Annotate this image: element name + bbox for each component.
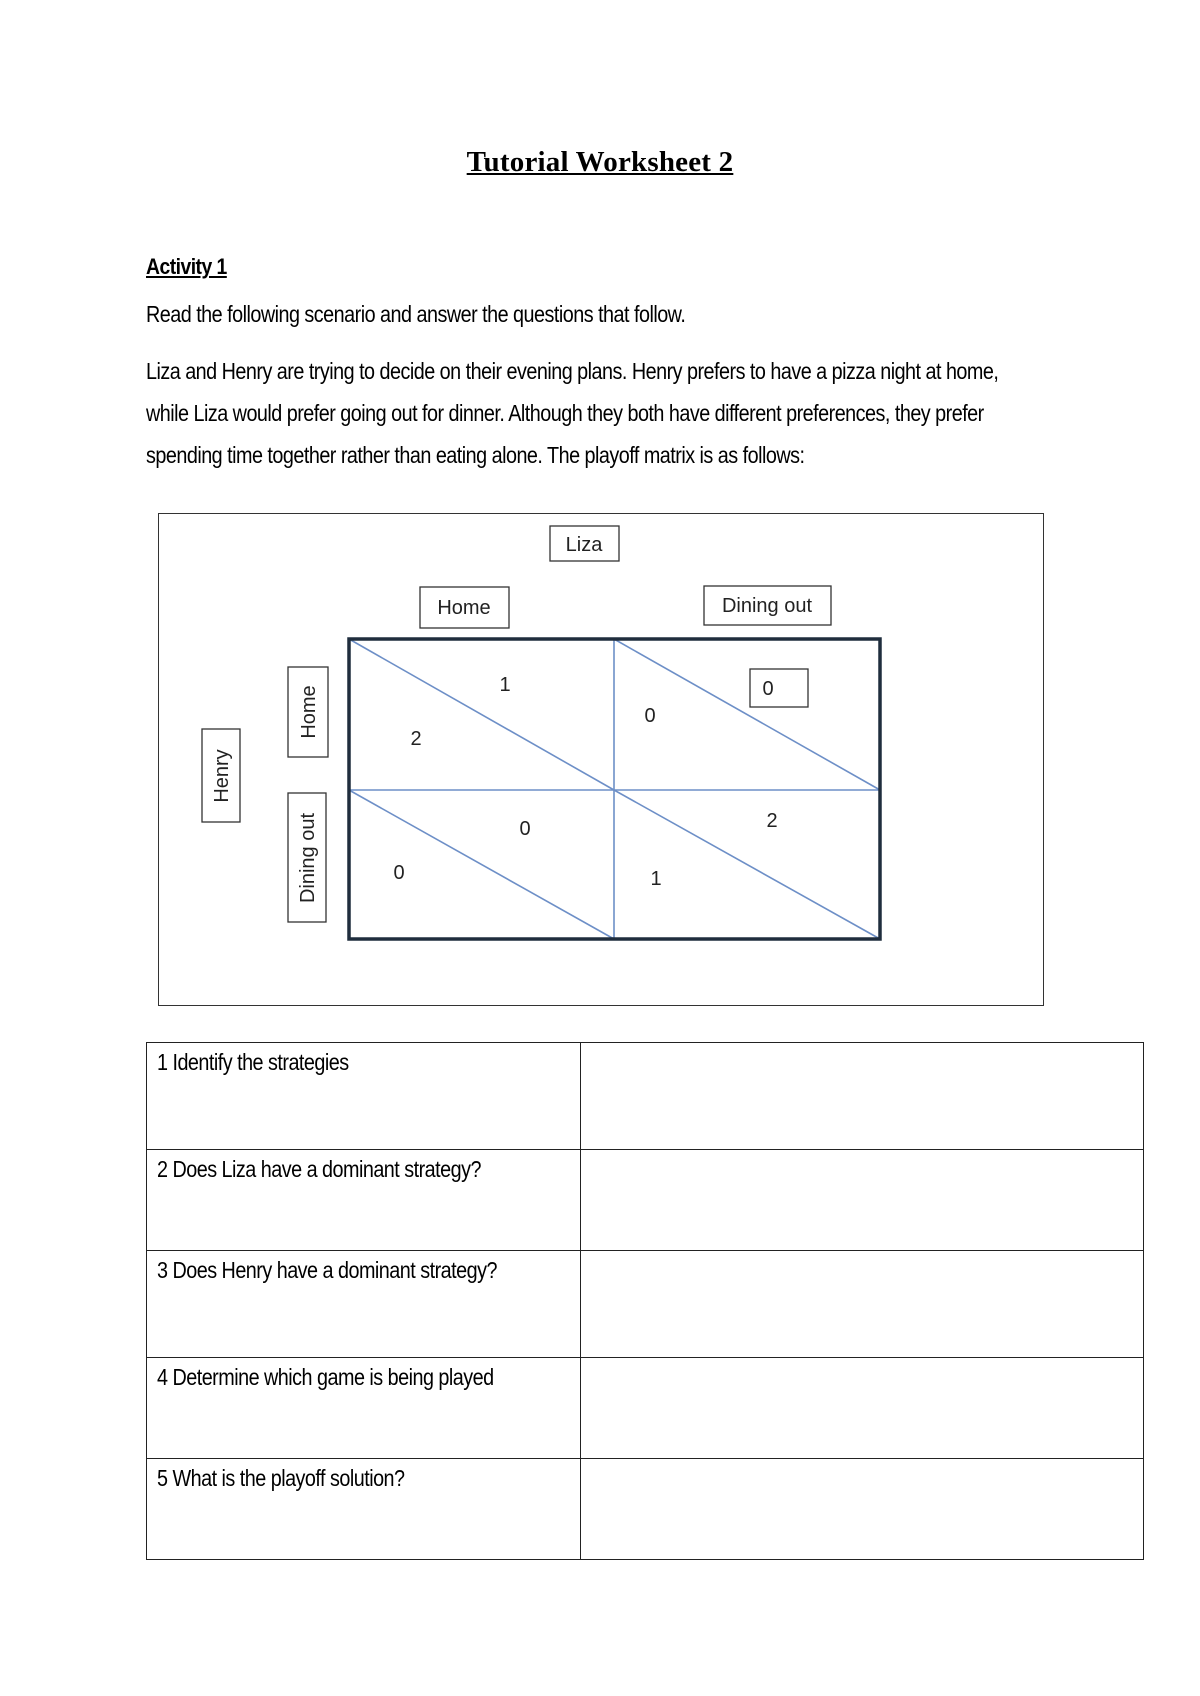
table-row xyxy=(147,1251,1144,1358)
payoff-home-dining-liza: 0 xyxy=(762,678,774,700)
scenario-line-3: spending time together rather than eating alone. The playoff matrix is as follows: xyxy=(146,442,805,468)
table-row xyxy=(147,1150,1144,1251)
payoff-dining-home-henry: 0 xyxy=(393,862,405,884)
question-cell xyxy=(147,1251,581,1358)
answer-cell[interactable] xyxy=(581,1459,1144,1560)
activity-heading: Activity 1 xyxy=(146,254,227,279)
answer-cell[interactable] xyxy=(581,1251,1144,1358)
payoff-dining-dining-henry: 1 xyxy=(650,868,662,890)
question-label: 3 Does Henry have a dominant strategy? xyxy=(157,1257,497,1283)
column-strategy-dining-label: Dining out xyxy=(721,595,813,617)
instruction-text: Read the following scenario and answer the questions that follow. xyxy=(146,301,686,327)
diagonal-dining-home xyxy=(349,790,614,939)
diagonal-home-home xyxy=(349,639,614,790)
payoff-highlight-box xyxy=(750,669,808,707)
payoff-dining-dining-liza: 2 xyxy=(766,810,778,832)
payoff-dining-home-liza: 0 xyxy=(519,818,531,840)
question-label: 4 Determine which game is being played xyxy=(157,1364,494,1390)
payoff-home-home-liza: 1 xyxy=(499,674,511,696)
question-label: 2 Does Liza have a dominant strategy? xyxy=(157,1156,481,1182)
question-cell xyxy=(147,1150,581,1251)
diagonal-dining-dining xyxy=(614,790,880,939)
answer-cell[interactable] xyxy=(581,1043,1144,1150)
payoff-home-dining-henry: 0 xyxy=(644,705,656,727)
question-label: 1 Identify the strategies xyxy=(157,1049,349,1075)
payoff-home-home-henry: 2 xyxy=(410,728,422,750)
column-strategy-home-label: Home xyxy=(437,597,491,619)
table-row xyxy=(147,1358,1144,1459)
table-row xyxy=(147,1043,1144,1150)
questions-table xyxy=(146,1042,1144,1560)
question-label: 5 What is the playoff solution? xyxy=(157,1465,405,1491)
table-row xyxy=(147,1459,1144,1560)
answer-cell[interactable] xyxy=(581,1358,1144,1459)
row-strategy-dining-label: Dining out xyxy=(297,812,319,904)
payoff-matrix-diagram xyxy=(159,514,1045,1007)
question-cell xyxy=(147,1459,581,1560)
answer-cell[interactable] xyxy=(581,1150,1144,1251)
question-cell xyxy=(147,1358,581,1459)
row-strategy-home-label: Home xyxy=(298,685,320,739)
scenario-line-1: Liza and Henry are trying to decide on their evening plans. Henry prefers to have a pizza night at home, xyxy=(146,358,999,384)
payoff-matrix-figure xyxy=(158,513,1044,1006)
column-player-label: Liza xyxy=(565,534,603,556)
row-player-label: Henry xyxy=(211,749,233,803)
scenario-line-2: while Liza would prefer going out for dinner. Although they both have different preferences, they prefer xyxy=(146,400,984,426)
question-cell xyxy=(147,1043,581,1150)
page-title: Tutorial Worksheet 2 xyxy=(466,146,734,178)
